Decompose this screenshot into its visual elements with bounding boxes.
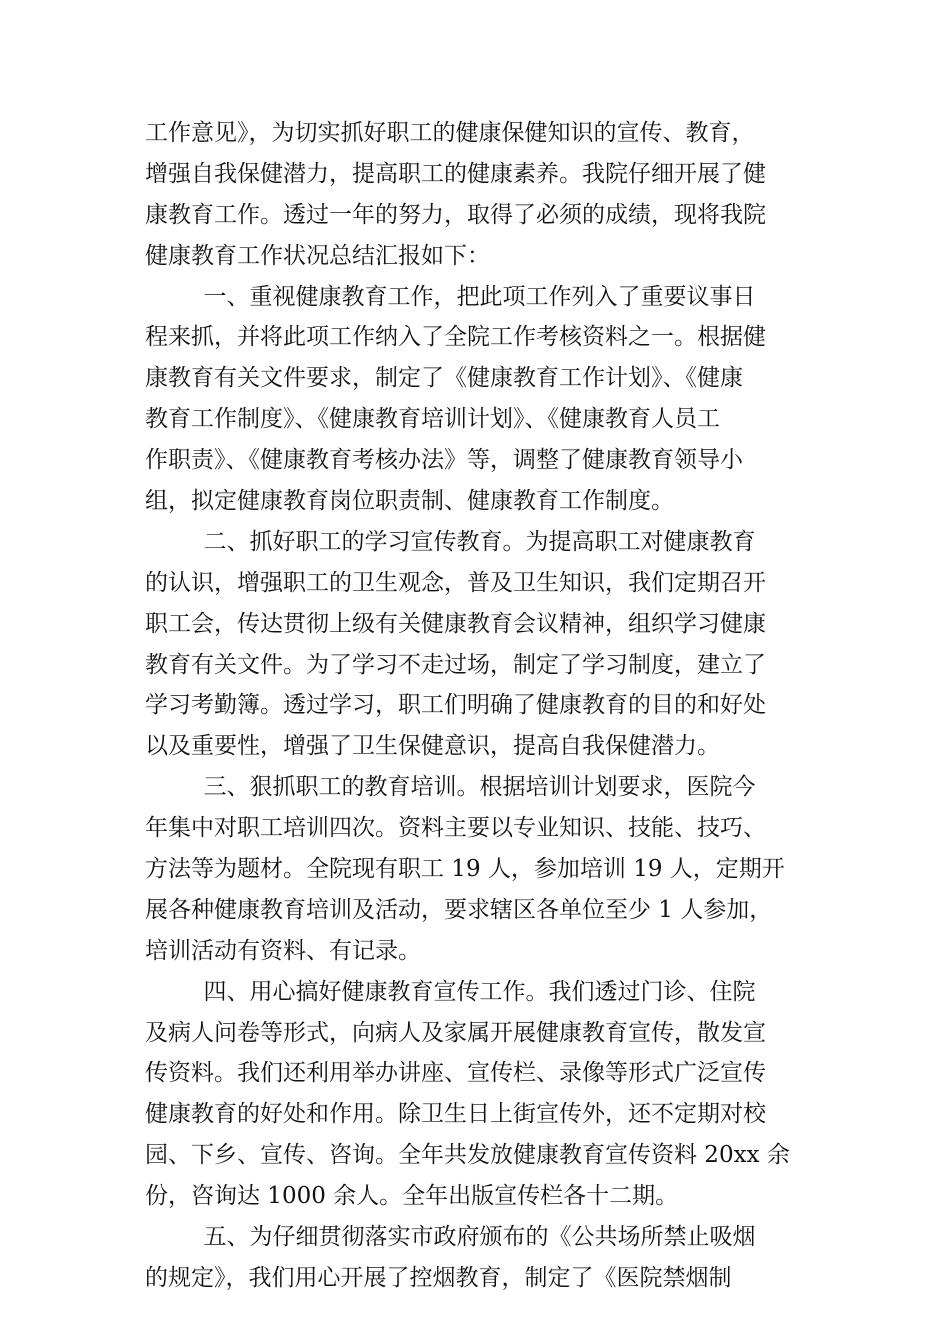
paragraph-1-start: 一、重视健康教育工作，把此项工作列入了重要议事日 <box>145 283 756 310</box>
text-line: 工作意见》，为切实抓好职工的健康保健知识的宣传、教育， <box>145 120 755 146</box>
paragraph-2-start: 二、抓好职工的学习宣传教育。为提高职工对健康教育 <box>145 528 756 555</box>
text-line: 份，咨询达 1000 余人。全年出版宣传栏各十二期。 <box>145 1183 679 1210</box>
text-line: 园、下乡、宣传、咨询。全年共发放健康教育宣传资料 20xx 余 <box>145 1142 790 1169</box>
text-line: 程来抓，并将此项工作纳入了全院工作考核资料之一。根据健 <box>145 324 766 351</box>
text-line: 的认识，增强职工的卫生观念，普及卫生知识，我们定期召开 <box>145 569 766 596</box>
text-line: 以及重要性，增强了卫生保健意识，提高自我保健潜力。 <box>145 733 720 760</box>
text-line: 年集中对职工培训四次。资料主要以专业知识、技能、技巧、 <box>145 815 766 842</box>
text-line: 职工会，传达贯彻上级有关健康教育会议精神，组织学习健康 <box>145 610 766 637</box>
text-line: 教育有关文件。为了学习不走过场，制定了学习制度，建立了 <box>145 651 766 678</box>
document-body <box>145 113 805 1299</box>
paragraph-4-start: 四、用心搞好健康教育宣传工作。我们透过门诊、住院 <box>145 978 756 1005</box>
text-line: 组，拟定健康教育岗位职责制、健康教育工作制度。 <box>145 488 674 515</box>
text-line: 培训活动有资料、有记录。 <box>145 937 421 964</box>
text-line: 康教育工作。透过一年的努力，取得了必须的成绩，现将我院 <box>145 201 766 228</box>
paragraph-5-start: 五、为仔细贯彻落实市政府颁布的《公共场所禁止吸烟 <box>145 1224 756 1251</box>
text-line: 学习考勤簿。透过学习，职工们明确了健康教育的目的和好处 <box>145 692 766 719</box>
text-line: 健康教育的好处和作用。除卫生日上街宣传外，还不定期对校 <box>145 1101 766 1128</box>
text-line: 及病人问卷等形式，向病人及家属开展健康教育宣传，散发宣 <box>145 1019 766 1046</box>
text-line: 健康教育工作状况总结汇报如下： <box>145 242 490 269</box>
text-line: 的规定》，我们用心开展了控烟教育，制定了《医院禁烟制 <box>145 1264 732 1291</box>
text-line: 教育工作制度》、《健康教育培训计划》、《健康教育人员工 <box>145 406 720 433</box>
text-line: 增强自我保健潜力，提高职工的健康素养。我院仔细开展了健 <box>145 160 766 187</box>
paragraph-3-start: 三、狠抓职工的教育培训。根据培训计划要求，医院今 <box>145 774 756 801</box>
text-line: 展各种健康教育培训及活动，要求辖区各单位至少 1 人参加， <box>145 896 773 923</box>
text-line: 传资料。我们还利用举办讲座、宣传栏、录像等形式广泛宣传 <box>145 1060 766 1087</box>
text-line: 康教育有关文件要求，制定了《健康教育工作计划》、《健康 <box>145 365 743 392</box>
text-line: 作职责》、《健康教育考核办法》等，调整了健康教育领导小 <box>145 447 743 474</box>
text-line: 方法等为题材。全院现有职工 19 人，参加培训 19 人，定期开 <box>145 856 785 883</box>
